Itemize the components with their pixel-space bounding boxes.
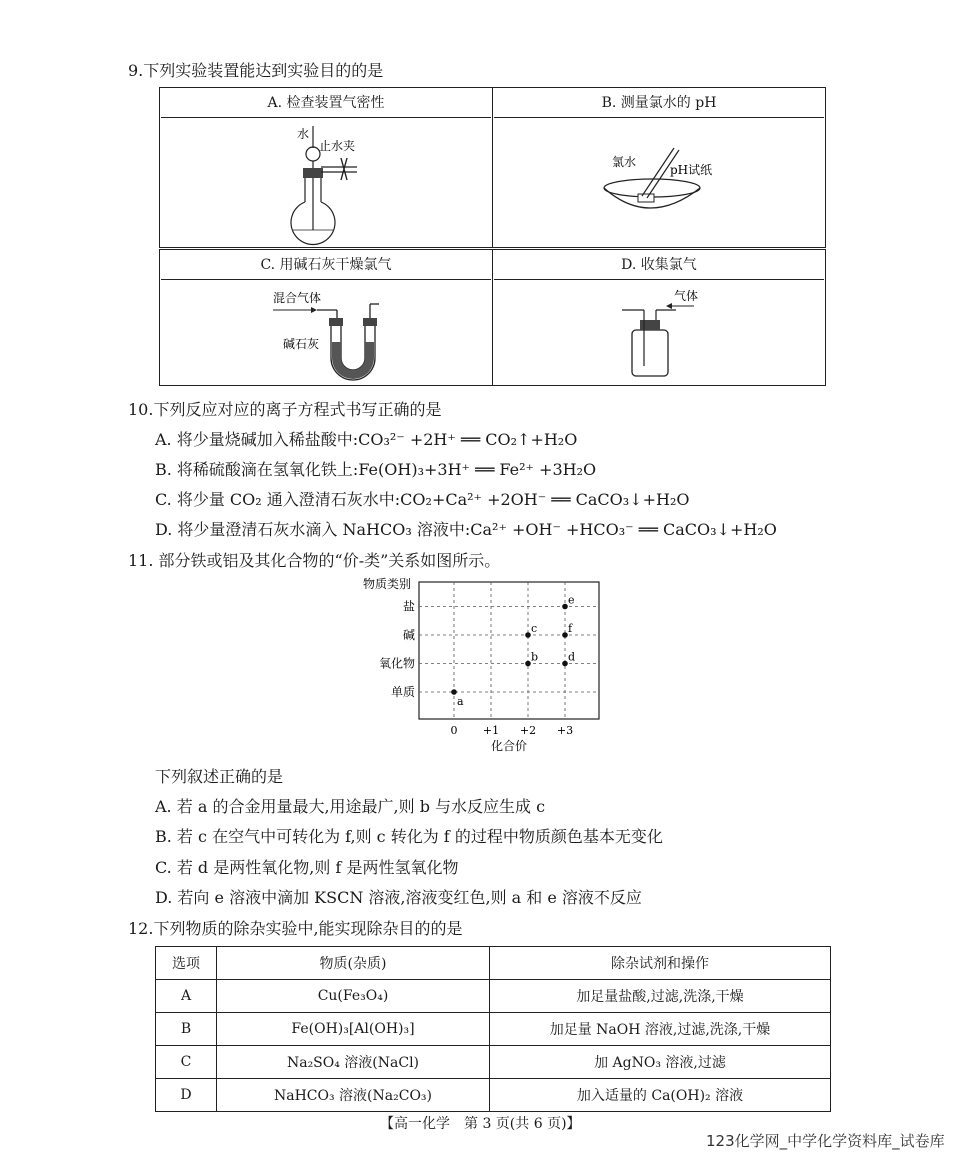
q10-option-a: A. 将少量烧碱加入稀盐酸中:CO₃²⁻ +2H⁺ ══ CO₂↑+H₂O xyxy=(155,430,578,449)
x-tick-label: +3 xyxy=(556,724,574,737)
label-water: 水 xyxy=(297,127,310,141)
row-option: A xyxy=(156,980,217,1013)
row-method: 加足量 NaOH 溶液,过滤,洗涤,干燥 xyxy=(490,1013,831,1046)
q10-stem: 10.下列反应对应的离子方程式书写正确的是 xyxy=(128,400,442,419)
x-axis-title: 化合价 xyxy=(491,739,528,753)
x-tick-label: +1 xyxy=(482,724,500,737)
q11-sub-stem: 下列叙述正确的是 xyxy=(155,767,284,786)
q9-cell-b-title: B. 测量氯水的 pH xyxy=(601,95,717,111)
label-chlorine-water: 氯水 xyxy=(612,155,637,169)
y-tick-label: 氧化物 xyxy=(378,656,415,671)
q11-option-d: D. 若向 e 溶液中滴加 KSCN 溶液,溶液变红色,则 a 和 e 溶液不反应 xyxy=(155,888,642,907)
point-label-d: d xyxy=(568,650,576,664)
data-point-d xyxy=(562,661,568,667)
row-method: 加入适量的 Ca(OH)₂ 溶液 xyxy=(490,1079,831,1112)
point-label-b: b xyxy=(531,650,539,664)
row-option: D xyxy=(156,1079,217,1112)
data-point-b xyxy=(525,661,531,667)
watermark: 123化学网_中学化学资料库_试卷库 xyxy=(706,1132,945,1150)
ph-measure-figure xyxy=(494,118,824,246)
q9-cell-d-title: D. 收集氯气 xyxy=(621,257,697,273)
airtightness-apparatus-figure xyxy=(161,118,491,246)
q11-option-a: A. 若 a 的合金用量最大,用途最广,则 b 与水反应生成 c xyxy=(155,797,546,816)
row-option: B xyxy=(156,1013,217,1046)
table-row xyxy=(156,1013,831,1046)
q12-stem: 12.下列物质的除杂实验中,能实现除杂目的的是 xyxy=(128,919,463,938)
valence-class-chart xyxy=(355,572,615,758)
row-method: 加足量盐酸,过滤,洗涤,干燥 xyxy=(490,980,831,1013)
q9-cell-a-title: A. 检查装置气密性 xyxy=(267,95,385,111)
header-substance: 物质(杂质) xyxy=(217,947,490,980)
row-substance: NaHCO₃ 溶液(Na₂CO₃) xyxy=(217,1079,490,1112)
data-point-e xyxy=(562,604,568,610)
data-point-c xyxy=(525,632,531,638)
gas-collection-bottle-figure xyxy=(494,280,824,384)
table-row xyxy=(156,1079,831,1112)
x-tick-label: 0 xyxy=(450,724,458,737)
q11-option-c: C. 若 d 是两性氧化物,则 f 是两性氢氧化物 xyxy=(155,858,459,877)
q9-apparatus-table xyxy=(159,87,826,386)
x-tick-label: +2 xyxy=(519,724,537,737)
q10-option-b: B. 将稀硫酸滴在氢氧化铁上:Fe(OH)₃+3H⁺ ══ Fe²⁺ +3H₂O xyxy=(155,460,597,479)
q10-option-d: D. 将少量澄清石灰水滴入 NaHCO₃ 溶液中:Ca²⁺ +OH⁻ +HCO₃⁻ ══ CaCO₃↓+H₂O xyxy=(155,520,777,539)
q10-option-c: C. 将少量 CO₂ 通入澄清石灰水中:CO₂+Ca²⁺ +2OH⁻ ══ CaCO₃↓+H₂O xyxy=(155,490,690,509)
label-gas: 气体 xyxy=(674,289,699,303)
point-label-c: c xyxy=(531,622,538,635)
label-soda-lime: 碱石灰 xyxy=(283,337,320,351)
y-tick-label: 单质 xyxy=(390,685,415,699)
q9-cell-d xyxy=(493,249,826,386)
q11-option-b: B. 若 c 在空气中可转化为 f,则 c 转化为 f 的过程中物质颜色基本无变化 xyxy=(155,827,663,846)
label-clamp: 止水夹 xyxy=(319,139,356,153)
row-substance: Na₂SO₄ 溶液(NaCl) xyxy=(217,1046,490,1079)
y-tick-label: 盐 xyxy=(402,599,415,614)
q9-cell-a xyxy=(160,88,493,249)
point-label-f: f xyxy=(568,622,573,635)
y-axis-title: 物质类别 xyxy=(363,577,412,591)
row-option: C xyxy=(156,1046,217,1079)
table-row xyxy=(156,1046,831,1079)
data-point-a xyxy=(451,689,457,695)
page-footer: 【高一化学 第 3 页(共 6 页)】 xyxy=(380,1116,581,1132)
u-tube-figure xyxy=(161,280,491,384)
row-method: 加 AgNO₃ 溶液,过滤 xyxy=(490,1046,831,1079)
point-label-e: e xyxy=(568,593,575,607)
data-point-f xyxy=(562,632,568,638)
point-label-a: a xyxy=(457,695,464,708)
q9-cell-b xyxy=(493,88,826,249)
label-ph-paper: pH试纸 xyxy=(670,163,713,177)
q12-table xyxy=(155,946,831,1112)
label-mixed-gas: 混合气体 xyxy=(273,291,322,305)
header-option: 选项 xyxy=(156,947,217,980)
row-substance: Cu(Fe₃O₄) xyxy=(217,980,490,1013)
q9-cell-c xyxy=(160,249,493,386)
q9-cell-c-title: C. 用碱石灰干燥氯气 xyxy=(260,257,392,273)
row-substance: Fe(OH)₃[Al(OH)₃] xyxy=(217,1013,490,1046)
header-method: 除杂试剂和操作 xyxy=(490,947,831,980)
y-tick-label: 碱 xyxy=(402,628,415,642)
table-row xyxy=(156,980,831,1013)
table-header-row xyxy=(156,947,831,980)
q9-stem: 9.下列实验装置能达到实验目的的是 xyxy=(128,61,384,80)
q11-stem: 11. 部分铁或铝及其化合物的“价-类”关系如图所示。 xyxy=(128,551,501,570)
